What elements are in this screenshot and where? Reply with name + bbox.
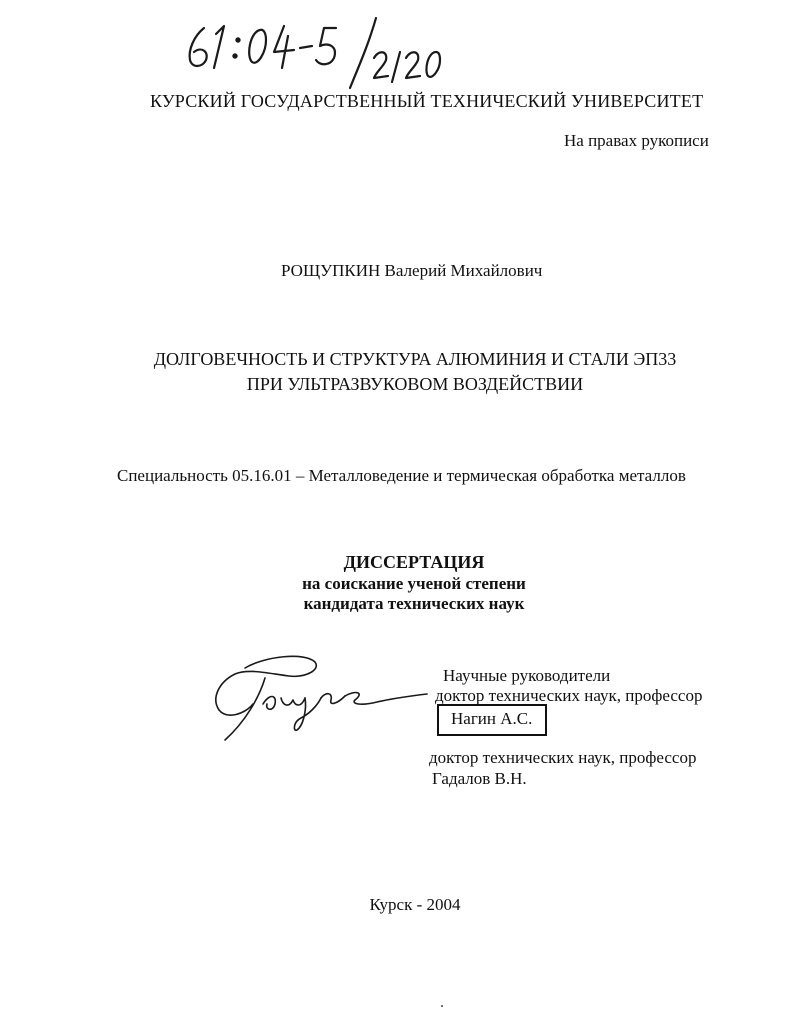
dissertation-title-line-2: ПРИ УЛЬТРАЗВУКОВОМ ВОЗДЕЙСТВИИ bbox=[246, 374, 584, 394]
supervisor-2-name: Гадалов В.Н. bbox=[432, 769, 527, 788]
supervisor-1-name: Нагин А.С. bbox=[451, 709, 533, 728]
supervisors-heading: Научные руководители bbox=[443, 666, 611, 685]
manuscript-rights-note: На правах рукописи bbox=[564, 131, 709, 150]
specialty-line: Специальность 05.16.01 – Металловедение и термическая обработка металлов bbox=[117, 466, 686, 485]
degree-line-2: кандидата технических наук bbox=[303, 594, 525, 613]
dissertation-label: ДИССЕРТАЦИЯ bbox=[343, 552, 485, 572]
degree-line-1: на соискание ученой степени bbox=[302, 574, 526, 593]
supervisor-1-title: доктор технических наук, профессор bbox=[435, 686, 703, 705]
handwritten-catalog-code bbox=[178, 6, 468, 96]
city-year: Курск - 2004 bbox=[369, 895, 461, 914]
scan-speck bbox=[441, 1005, 443, 1007]
dissertation-title-line-1: ДОЛГОВЕЧНОСТЬ И СТРУКТУРА АЛЮМИНИЯ И СТАЛИ ЭП33 bbox=[153, 349, 677, 369]
university-name: КУРСКИЙ ГОСУДАРСТВЕННЫЙ ТЕХНИЧЕСКИЙ УНИВЕРСИТЕТ bbox=[150, 91, 704, 111]
handwritten-code-text: 61:04-5/2120 bbox=[178, 6, 184, 7]
author-name: РОЩУПКИН Валерий Михайлович bbox=[281, 261, 543, 280]
author-signature bbox=[205, 648, 430, 743]
supervisor-2-title: доктор технических наук, профессор bbox=[429, 748, 697, 767]
